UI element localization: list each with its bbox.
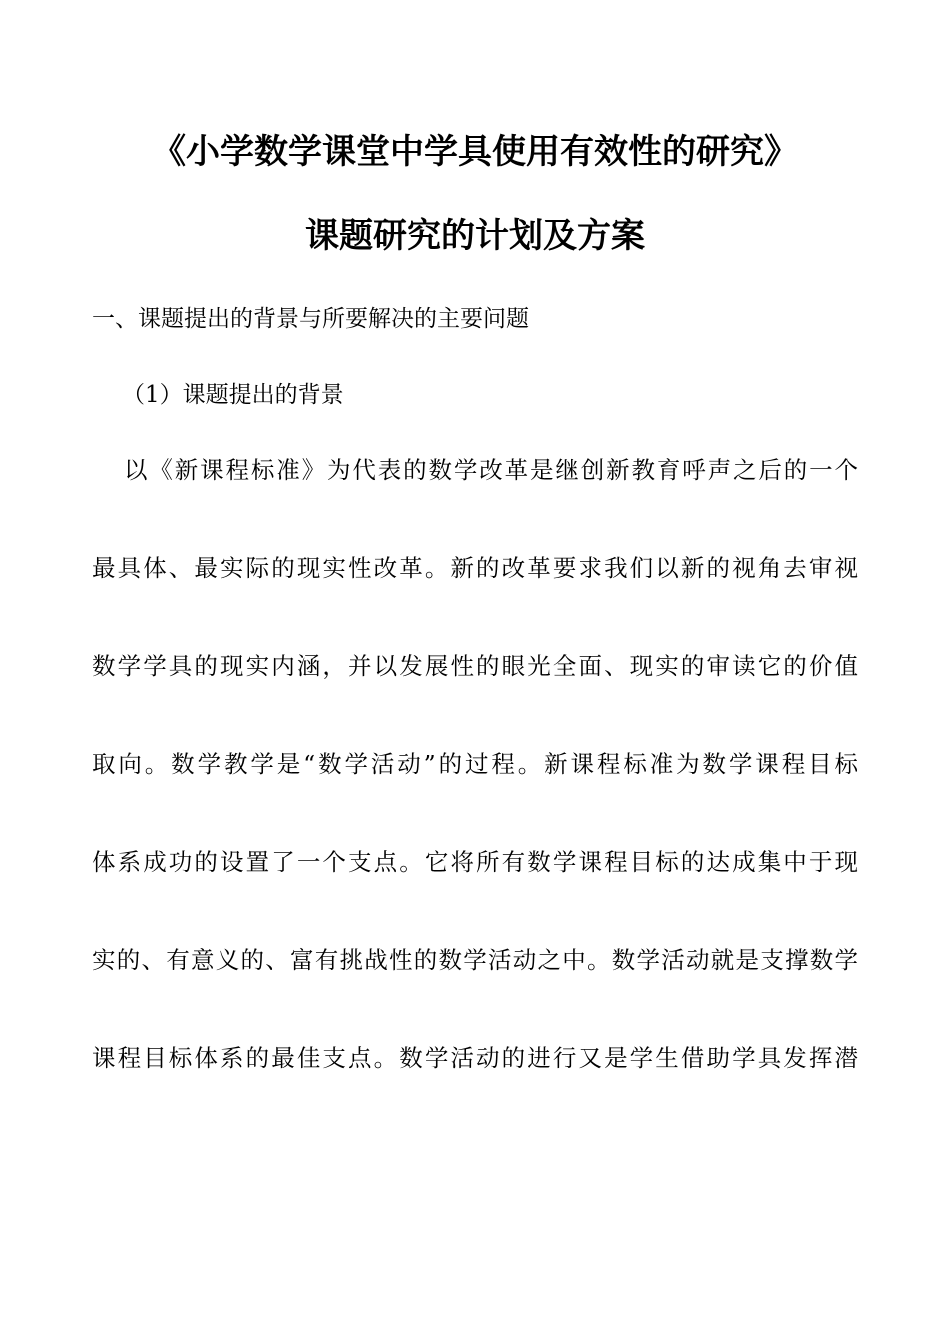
paragraph-line: 体系成功的设置了一个支点。它将所有数学课程目标的达成集中于现: [92, 848, 858, 876]
paragraph-line: 实的、有意义的、富有挑战性的数学活动之中。数学活动就是支撑数学: [92, 946, 858, 974]
paragraph-line: 课程目标体系的最佳支点。数学活动的进行又是学生借助学具发挥潜: [92, 1044, 858, 1072]
body-paragraph: [92, 456, 858, 1142]
section-heading: 一、课题提出的背景与所要解决的主要问题: [92, 306, 529, 332]
document-subtitle: 课题研究的计划及方案: [305, 216, 645, 256]
document-title: 《小学数学课堂中学具使用有效性的研究》: [152, 132, 798, 172]
paragraph-line: 取向。数学教学是“数学活动”的过程。新课程标准为数学课程目标: [92, 750, 858, 778]
paragraph-line: 数学学具的现实内涵，并以发展性的眼光全面、现实的审读它的价值: [92, 652, 858, 680]
paragraph-line: 最具体、最实际的现实性改革。新的改革要求我们以新的视角去审视: [92, 554, 858, 582]
paragraph-line: 以《新课程标准》为代表的数学改革是继创新教育呼声之后的一个: [124, 456, 858, 484]
subsection-heading: （1）课题提出的背景: [122, 382, 344, 408]
